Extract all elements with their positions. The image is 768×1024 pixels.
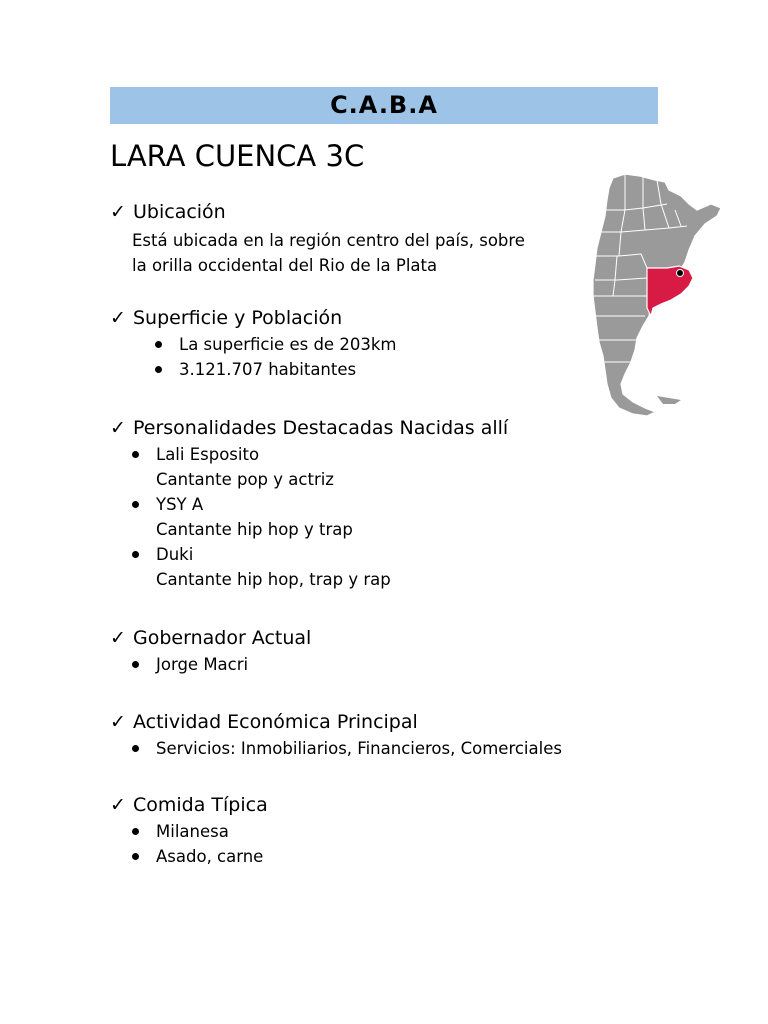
section-superficie bbox=[110, 306, 396, 382]
section-personalidades bbox=[110, 416, 508, 592]
section-heading bbox=[110, 306, 396, 330]
comida-list bbox=[110, 819, 268, 869]
list-item bbox=[110, 542, 508, 592]
section-heading bbox=[110, 793, 268, 817]
bullet-icon bbox=[132, 828, 139, 835]
person-name: Lali Esposito bbox=[156, 445, 260, 464]
section-gobernador bbox=[110, 626, 311, 677]
heading-text: Actividad Económica Principal bbox=[133, 711, 418, 733]
bullet-icon bbox=[132, 661, 139, 668]
heading-text: Gobernador Actual bbox=[133, 627, 312, 649]
person-description: Cantante hip hop, trap y rap bbox=[156, 570, 391, 589]
list-item: La superficie es de 203km bbox=[110, 332, 396, 357]
list-item: Jorge Macri bbox=[110, 652, 311, 677]
checkmark-icon: ✓ bbox=[110, 417, 126, 439]
bullet-icon bbox=[132, 853, 139, 860]
author-line: LARA CUENCA 3C bbox=[110, 139, 365, 173]
person-description: Cantante pop y actriz bbox=[156, 470, 334, 489]
document-title: C.A.B.A bbox=[110, 87, 658, 124]
ubicacion-line-1: Está ubicada en la región centro del país, sobre bbox=[132, 231, 525, 250]
person-name: YSY A bbox=[156, 495, 204, 514]
checkmark-icon: ✓ bbox=[110, 307, 126, 329]
section-heading bbox=[110, 710, 562, 734]
list-item: Milanesa bbox=[110, 819, 268, 844]
list-item: Asado, carne bbox=[110, 844, 268, 869]
heading-text: Personalidades Destacadas Nacidas allí bbox=[133, 417, 509, 439]
section-actividad bbox=[110, 710, 562, 761]
section-ubicacion bbox=[110, 200, 525, 278]
person-description: Cantante hip hop y trap bbox=[156, 520, 353, 539]
person-name: Duki bbox=[156, 545, 194, 564]
section-heading bbox=[110, 416, 508, 440]
personalidades-list bbox=[110, 442, 508, 592]
heading-text: Superficie y Población bbox=[133, 307, 343, 329]
argentina-map-image bbox=[585, 170, 725, 425]
ubicacion-line-2: la orilla occidental del Rio de la Plata bbox=[132, 256, 438, 275]
superficie-list bbox=[110, 332, 396, 382]
gobernador-list bbox=[110, 652, 311, 677]
bullet-icon bbox=[132, 551, 139, 558]
checkmark-icon: ✓ bbox=[110, 627, 126, 649]
heading-text: Comida Típica bbox=[133, 794, 268, 816]
list-item: 3.121.707 habitantes bbox=[110, 357, 396, 382]
bullet-icon bbox=[132, 501, 139, 508]
checkmark-icon: ✓ bbox=[110, 711, 126, 733]
bullet-icon bbox=[155, 341, 162, 348]
bullet-icon bbox=[132, 451, 139, 458]
caba-location-marker bbox=[677, 270, 684, 277]
bullet-icon bbox=[132, 745, 139, 752]
checkmark-icon: ✓ bbox=[110, 201, 126, 223]
bullet-icon bbox=[155, 366, 162, 373]
list-item bbox=[110, 492, 508, 542]
buenos-aires-province-highlight bbox=[647, 266, 693, 316]
checkmark-icon: ✓ bbox=[110, 794, 126, 816]
actividad-list bbox=[110, 736, 562, 761]
list-item bbox=[110, 442, 508, 492]
section-heading bbox=[110, 200, 525, 224]
section-comida bbox=[110, 793, 268, 869]
heading-text: Ubicación bbox=[133, 201, 226, 223]
list-item: Servicios: Inmobiliarios, Financieros, Comerciales bbox=[110, 736, 562, 761]
section-heading bbox=[110, 626, 311, 650]
